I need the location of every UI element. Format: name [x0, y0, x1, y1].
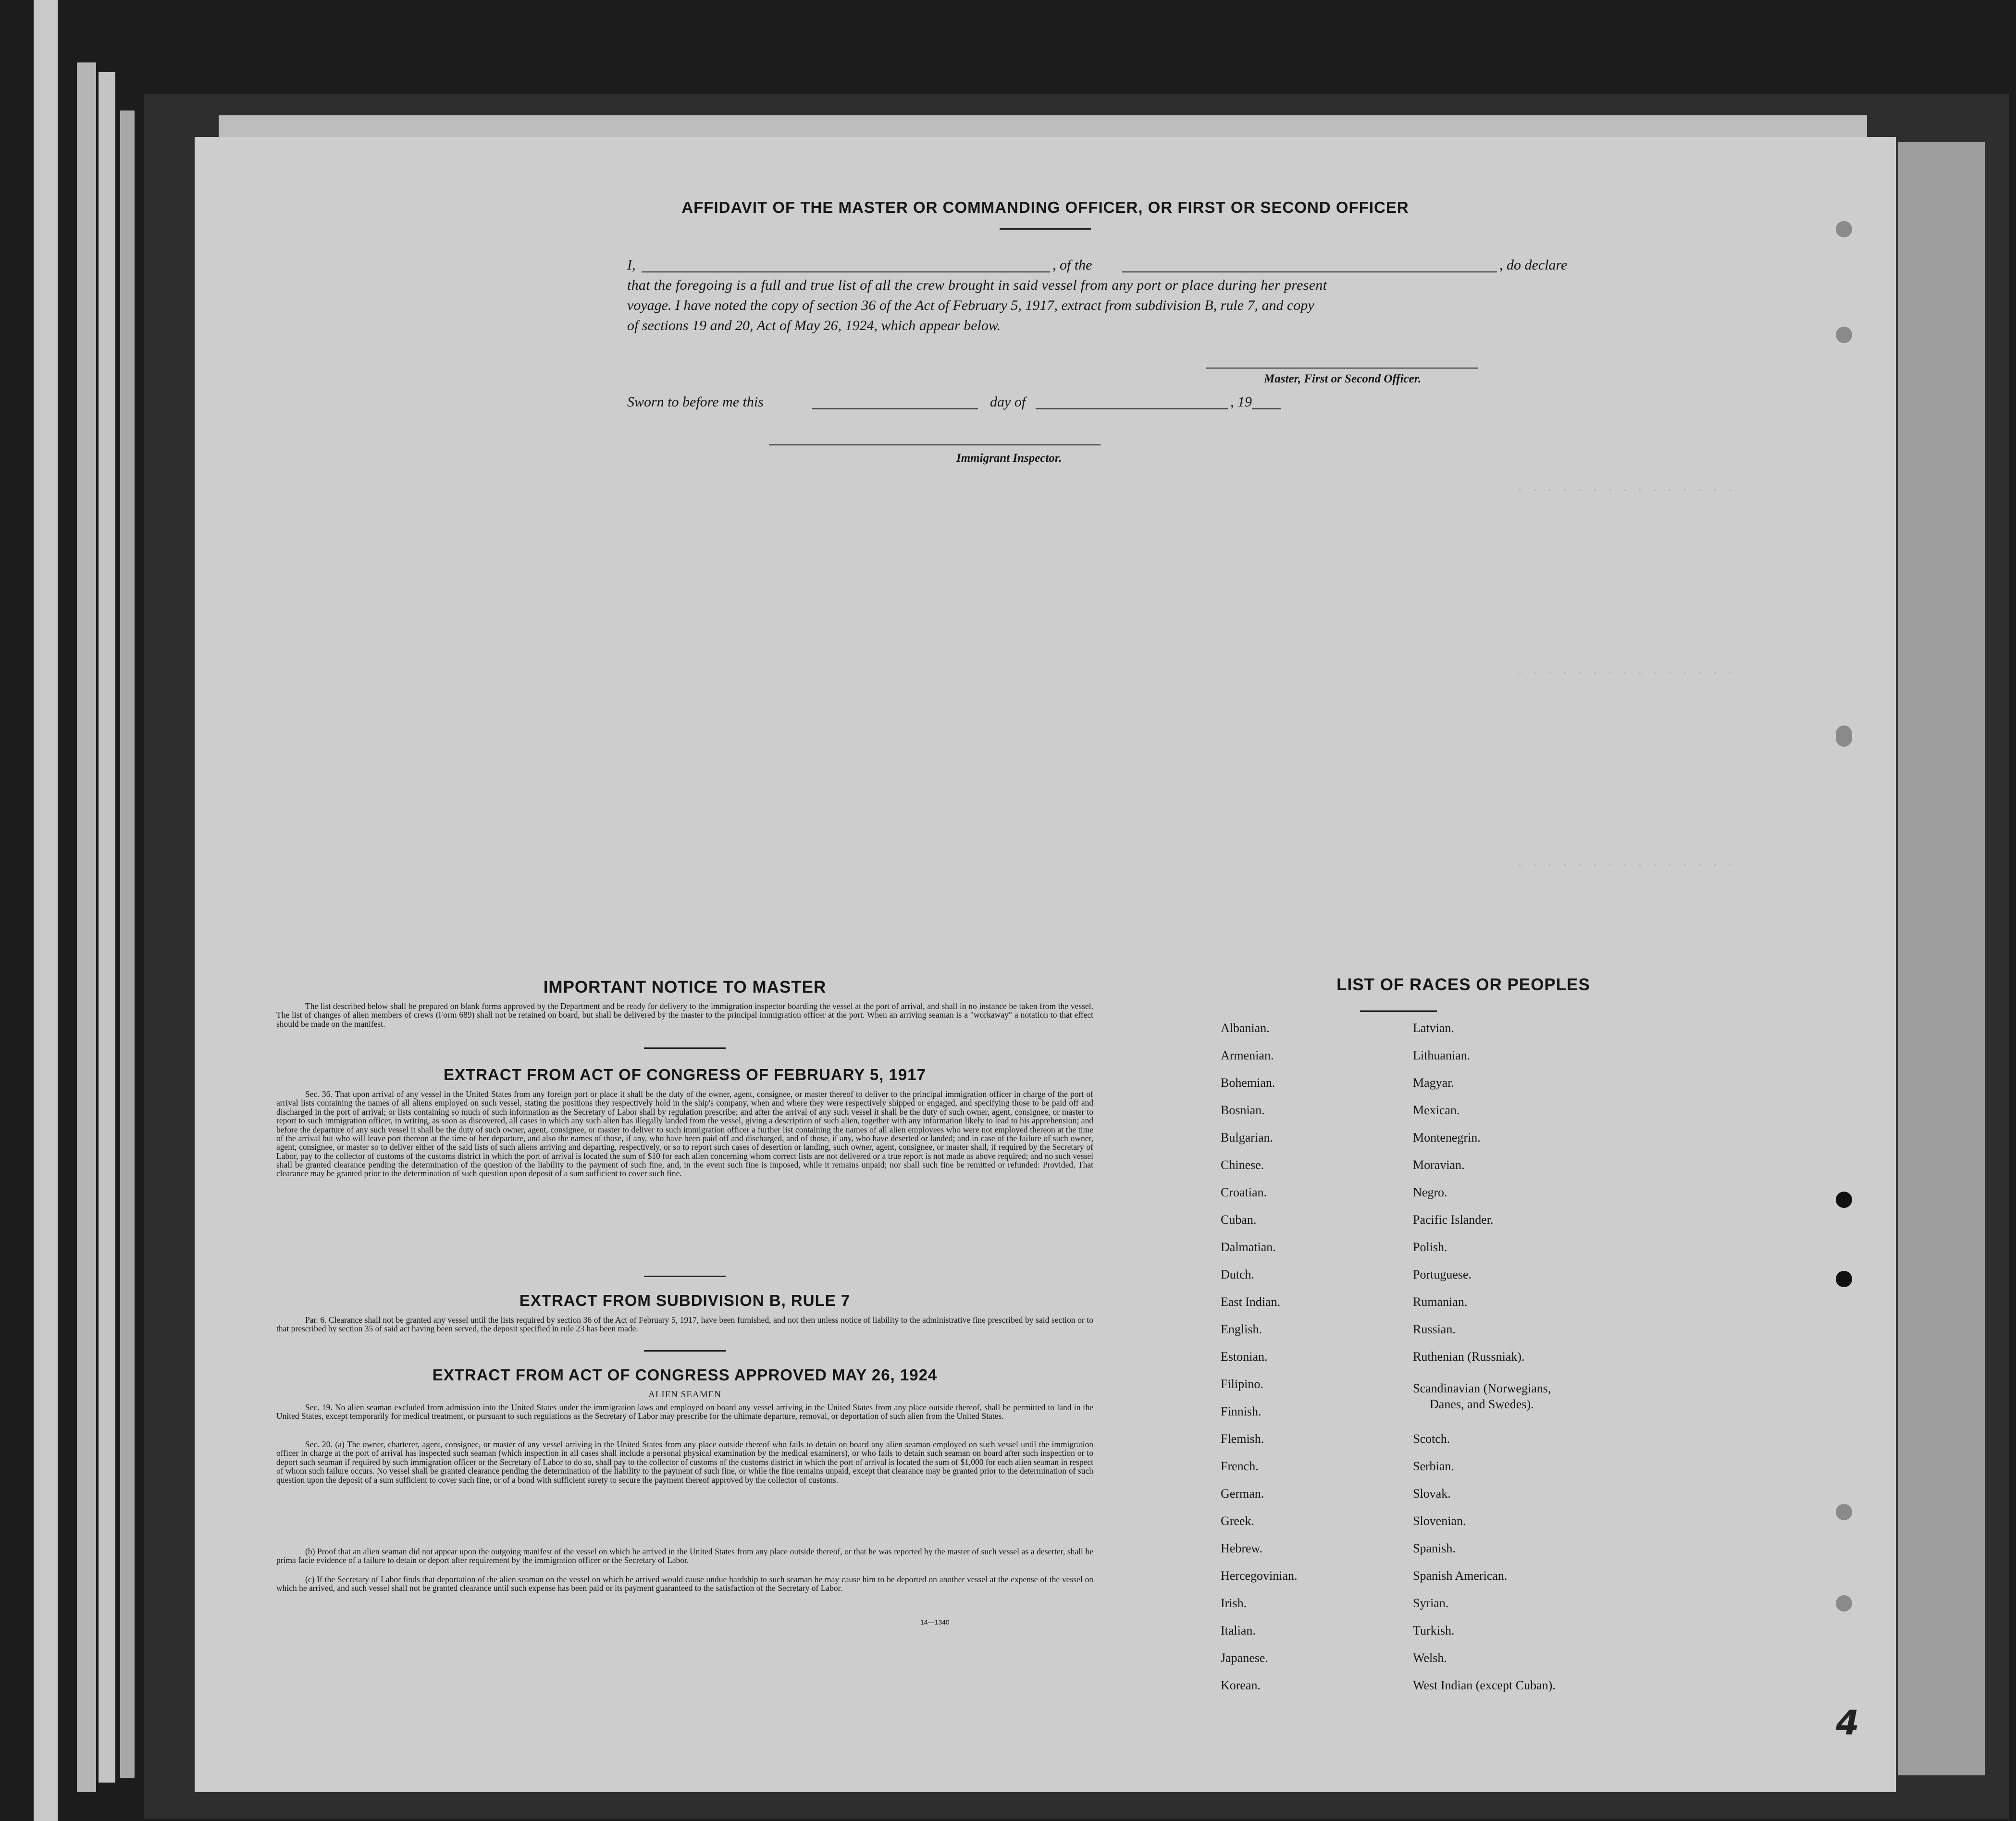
sec20c-text: (c) If the Secretary of Labor finds that deportation of the alien seaman on the vessel on which he arrived would cause undue hardship to such seaman he may cause him to be deported on another vessel at the expense of the vessel on which he arrived, and such vessel shall not be granted clearance until such expense has been paid or its payment guaranteed to the satisfaction of the Secretary of Labor.: [276, 1575, 1093, 1593]
race-item: Armenian.: [1221, 1048, 1274, 1062]
affidavit-line-2: that the foregoing is a full and true list of all the crew brought in said vessel from any port or place during her present: [627, 277, 1327, 293]
race-item: Bulgarian.: [1221, 1131, 1274, 1144]
name-line: [642, 271, 1050, 272]
affidavit-line-1: [627, 257, 1708, 276]
race-item: Danes, and Swedes).: [1430, 1397, 1534, 1411]
race-item: Russian.: [1413, 1322, 1456, 1336]
race-item: Estonian.: [1221, 1350, 1268, 1364]
race-item: Albanian.: [1221, 1021, 1270, 1035]
day-of-label: day of: [990, 394, 1026, 410]
affidavit-line-4: of sections 19 and 20, Act of May 26, 1924, which appear below.: [627, 318, 1001, 333]
section-rule: [644, 1047, 726, 1049]
section-rule: [644, 1276, 726, 1277]
year-line: [1252, 408, 1281, 409]
punch-hole: [1836, 726, 1852, 742]
race-item: Scotch.: [1413, 1432, 1450, 1446]
punch-hole: [1836, 221, 1852, 237]
extract-1917-text: Sec. 36. That upon arrival of any vessel in the United States from any foreign port or place it shall be the duty of the owner, agent, consignee, or master thereof to deliver to the principal immigration officer in charge of the port of arrival lists containing the names of all aliens employed on such vessel, stating the positions they respectively hold in the ship's company, when and where they were respectively shipped or engaged, and specifying those to be paid off and discharged in the port of arrival; or lists containing so much of such information as the Secretary of Labor shall by regulation prescribe; and after the arrival of any such vessel it shall be the duty of such owner, agent, consignee, or master to report to such immigration officer, in writing, as soon as discovered, all cases in which any such alien has illegally landed from the vessel, giving a description of such alien, together with any information likely to lead to his apprehension; and before the departure of any such vessel it shall be the duty of such owner, agent, consignee, or master to deliver to such immigration officer a further list containing the names of all alien employees who were not employed thereon at the time of the arrival but who will leave port thereon at the time of her departure, and also the names of those, if any, who have been paid off and discharged, and of those, if any, who have deserted or landed; and in case of the failure of such owner, agent, consignee, or master so to deliver either of the said lists of such aliens arriving and departing, respectively, or so to report such cases of desertion or landing, such owner, agent, consignee, or master shall, if required by the Secretary of Labor, pay to the collector of customs of the customs district in which the port of arrival is located the sum of $10 for each alien concerning whom correct lists are not delivered or a true report is not made as above required; and no such vessel shall be granted clearance pending the determination of the question of the liability to the payment of such fine, and, in the event such fine is imposed, while it remains unpaid; nor shall such fine be remitted or refunded: Provided, That clearance may be granted prior to the determination of such question upon deposit of a sum sufficient to cover such fine.: [276, 1089, 1093, 1179]
race-item: Montenegrin.: [1413, 1131, 1481, 1144]
binder-strip: [99, 72, 115, 1783]
rule7-text: Par. 6. Clearance shall not be granted any vessel until the lists required by section 36 of the Act of February 5, 1917, have been furnished, and not then unless notice of liability to the administrative fine prescribed by said section or to that prescribed by section 35 of said act having been served, the deposit specified in rule 23 has been made.: [276, 1315, 1093, 1334]
sec20a-text: Sec. 20. (a) The owner, charterer, agent, consignee, or master of any vessel arriving in the United States from any place outside thereof who fails to detain on board any alien seaman employed on such vessel until the immigration officer in charge at the port of arrival has inspected such seaman (which inspection in all cases shall include a personal physical examination by the medical examiners), or who fails to detain such seaman on board after such inspection or to deport such seaman if required by such immigration officer or the Secretary of Labor to do so, shall pay to the collector of customs of the customs district in which the port of arrival is located the sum of $1,000 for each alien seaman in respect of whom such failure occurs. No vessel shall be granted clearance pending the determination of the liability to the payment of such fine, or while the fine remains unpaid, except that clearance may be granted prior to the determination of such question upon the deposit of a sum sufficient to cover such fine, or of a bond with sufficient surety to secure the payment thereof approved by the collector of customs.: [276, 1440, 1093, 1485]
punch-hole: [1836, 1271, 1852, 1287]
extract-1917-title: EXTRACT FROM ACT OF CONGRESS OF FEBRUARY 5, 1917: [444, 1066, 926, 1083]
notice-title: IMPORTANT NOTICE TO MASTER: [543, 978, 827, 997]
year-label: , 19: [1230, 394, 1252, 410]
affidavit-title: AFFIDAVIT OF THE MASTER OR COMMANDING OFFICER, OR FIRST OR SECOND OFFICER: [681, 198, 1409, 216]
race-item: Turkish.: [1413, 1624, 1455, 1637]
race-item: Bohemian.: [1221, 1076, 1275, 1090]
race-item: Pacific Islander.: [1413, 1213, 1494, 1227]
race-item: Slovenian.: [1413, 1514, 1466, 1528]
race-item: English.: [1221, 1322, 1262, 1336]
race-item: Slovak.: [1413, 1487, 1451, 1501]
sec19-text: Sec. 19. No alien seaman excluded from admission into the United States under the immigration laws and employed on board any vessel arriving in the United States from any place outside thereof, shall be permitted to land in the United States, except temporarily for medical treatment, or pursuant to such regulations as the Secretary of Labor may prescribe for the ultimate departure, removal, or deportation of such alien from the United States.: [276, 1403, 1093, 1421]
race-item: Polish.: [1413, 1240, 1447, 1254]
race-item: Magyar.: [1413, 1076, 1454, 1090]
race-item: Greek.: [1221, 1514, 1255, 1528]
sworn-label: Sworn to before me this: [627, 394, 764, 410]
race-item: Rumanian.: [1413, 1295, 1468, 1309]
title-rule: [1000, 228, 1091, 230]
binder-strip: [120, 111, 135, 1778]
punch-hole: [1836, 1504, 1852, 1520]
race-item: Hercegovinian.: [1221, 1569, 1298, 1583]
race-item: Moravian.: [1413, 1158, 1465, 1172]
master-label: Master, First or Second Officer.: [1264, 372, 1422, 385]
vessel-line: [1122, 271, 1497, 272]
race-item: Italian.: [1221, 1624, 1256, 1637]
race-item: Spanish.: [1413, 1541, 1456, 1555]
race-item: Scandinavian (Norwegians,: [1413, 1381, 1551, 1395]
inspector-signature-line: [769, 444, 1101, 445]
race-item: Ruthenian (Russniak).: [1413, 1350, 1525, 1364]
race-item: Serbian.: [1413, 1459, 1454, 1473]
section-rule: [644, 1350, 726, 1352]
punch-hole: [1836, 1192, 1852, 1208]
notice-text: The list described below shall be prepared on blank forms approved by the Department and be ready for delivery to the immigration inspector boarding the vessel at the port of arrival, and shall in no instance be taken from the vessel. The list of changes of alien members of crews (Form 689) shall not be retained on board, but shall be delivered by the master to the principal immigration officer at the port. When an arriving seaman is a "workaway" a notation to that effect should be made on the manifest.: [276, 1001, 1093, 1029]
race-item: Filipino.: [1221, 1377, 1263, 1391]
race-item: Flemish.: [1221, 1432, 1264, 1446]
handwritten-page-number: 4: [1836, 1703, 1859, 1743]
inspector-label: Immigrant Inspector.: [956, 452, 1062, 465]
race-item: Dalmatian.: [1221, 1240, 1276, 1254]
rule7-title: EXTRACT FROM SUBDIVISION B, RULE 7: [519, 1292, 851, 1309]
race-item: Finnish.: [1221, 1404, 1262, 1418]
races-title-rule: [1360, 1010, 1437, 1012]
race-item: Croatian.: [1221, 1185, 1267, 1199]
form-number: 14—1340: [920, 1618, 950, 1626]
race-item: Chinese.: [1221, 1158, 1264, 1172]
race-item: Japanese.: [1221, 1651, 1268, 1665]
affidavit-do-declare: , do declare: [1499, 257, 1568, 273]
race-item: Mexican.: [1413, 1103, 1460, 1117]
sworn-line: [627, 394, 1300, 413]
race-item: Syrian.: [1413, 1596, 1449, 1610]
underlying-page-edge: [1898, 142, 1985, 1775]
race-item: Dutch.: [1221, 1267, 1255, 1281]
race-item: Portuguese.: [1413, 1267, 1472, 1281]
races-title: LIST OF RACES OR PEOPLES: [1336, 975, 1590, 994]
alien-seamen-subtitle: ALIEN SEAMEN: [648, 1390, 721, 1400]
race-item: Bosnian.: [1221, 1103, 1265, 1117]
race-item: Cuban.: [1221, 1213, 1257, 1227]
binder-strip: [34, 0, 58, 1821]
punch-hole: [1836, 1595, 1852, 1612]
race-item: Lithuanian.: [1413, 1048, 1471, 1062]
race-item: Korean.: [1221, 1678, 1261, 1692]
document-page: · · · · · · · · · · · · · · · · · · · · · · · · · · · · · · · · · · · · · · · · · · · · · AFFIDAVIT OF THE MASTER OR COMMANDING OFFICER, OR FIRST OR SECOND OFFICER I, , of the , do declare that the foregoing is a full and true list of all the crew brought in said vessel from any port or place during her present voyage. I have noted the copy of section 36 of the Act of February 5, 1917, extract from subdivision B, rule 7, and copy of sections 19 and 20, Act of May 26, 1924, which appear below. Master, First or Second Officer. Sworn to before me this day of , 19 Immigrant Inspector. IMPORTANT NOTICE TO MASTER The list described below shall be prepared on blank forms approved by the Department and be ready for delivery to the immigration inspector boarding the vessel at the port of arrival, and shall in no instance be taken from the vessel. The list of changes of alien members of crews (Form 689) shall not be retained on board, but shall be delivered by the master to the principal immigration officer at the port. When an arriving seaman is a "workaway" a notation to that effect should be made on the manifest. EXTRACT FROM ACT OF CONGRESS OF FEBRUARY 5, 1917 Sec. 36. That upon arrival of any vessel in the United States from any foreign port or place it shall be the duty of the owner, agent, consignee, or master thereof to deliver to the principal immigration officer in charge of the port of arrival lists containing the names of all aliens employed on such vessel, stating the positions they respectively hold in the ship's company, when and where they were respectively shipped or engaged, and specifying those to be paid off and discharged in the port of arrival; or lists containing so much of such information as the Secretary of Labor shall by regulation prescribe; and after the arrival of any such vessel it shall be the duty of such owner, agent, consignee, or master to report to such immigration officer, in writing, as soon as discovered, all cases in which any such alien has illegally landed from the vessel, giving a description of such alien, together with any information likely to lead to his apprehension; and before the departure of any such vessel it shall be the duty of such owner, agent, consignee, or master to deliver to such immigration officer a further list containing the names of all alien employees who were not employed thereon at the time of the arrival but who will leave port thereon at the time of her departure, and also the names of those, if any, who have been paid off and discharged, and of those, if any, who have deserted or landed; and in case of the failure of such owner, agent, consignee, or master so to deliver either of the said lists of such aliens arriving and departing, respectively, or so to report such cases of desertion or landing, such owner, agent, consignee, or master shall, if required by the Secretary of Labor, pay to the collector of customs of the customs district in which the port of arrival is located the sum of $10 for each alien concerning whom correct lists are not delivered or a true report is not made as above required; and no such vessel shall be granted clearance pending the determination of the question of the liability to the payment of such fine, and, in the event such fine is imposed, while it remains unpaid; nor shall such fine be remitted or refunded: Provided, That clearance may be granted prior to the determination of such question upon deposit of a sum sufficient to cover such fine. EXTRACT FROM SUBDIVISION B, RULE 7 Par. 6. Clearance shall not be granted any vessel until the lists required by section 36 of the Act of February 5, 1917, have been furnished, and not then unless notice of liability to the administrative fine prescribed by said section or to that prescribed by section 35 of said act having been served, the deposit specified in rule 23 has been made. EXTRACT FROM ACT OF CONGRESS APPROVED MAY 26, 1924 ALIEN SEAMEN Sec. 19. No alien seaman excluded from admission into the United States under the immigration laws and employed on board any vessel arriving in the United States from any place outside thereof, shall be permitted to land in the United States, except temporarily for medical treatment, or pursuant to such regulations as the Secretary of Labor may prescribe for the ultimate departure, removal, or deportation of such alien from the United States. Sec. 20. (a) The owner, charterer, agent, consignee, or master of any vessel arriving in the United States from any place outside thereof who fails to detain on board any alien seaman employed on such vessel until the immigration officer in charge at the port of arrival has inspected such seaman (which inspection in all cases shall include a personal physical examination by the medical examiners), or who fails to detain such seaman on board after such inspection or to deport such seaman if required by such immigration officer or the Secretary of Labor to do so, shall pay to the collector of customs of the customs district in which the port of arrival is located the sum of $1,000 for each alien seaman in respect of whom such failure occurs. No vessel shall be granted clearance pending the determination of the liability to the payment of such fine, or while the fine remains unpaid, except that clearance may be granted prior to the determination of such question upon the deposit of a sum sufficient to cover such fine, or of a bond with sufficient surety to secure the payment thereof approved by the collector of customs. (b) Proof that an alien seaman did not appear upon the outgoing manifest of the vessel on which he arrived in the United States from any place outside thereof, or that he was reported by the master of such vessel as a deserter, shall be prima facie evidence of a failure to detain or deport after requirement by the immigration officer or the Secretary of Labor. (c) If the Secretary of Labor finds that deportation of the alien seaman on the vessel on which he arrived would cause undue hardship to such seaman he may cause him to be deported on another vessel at the expense of the vessel on which he arrived, and such vessel shall not be granted clearance until such expense has been paid or its payment guaranteed to the satisfaction of the Secretary of Labor. 14—1340 LIST OF RACES OR PEOPLES Albanian. Armenian. Bohemian. Bosnian. Bulgarian. Chinese. Croatian. Cuban. Dalmatian. Dutch. East Indian. English. Estonian. Filipino. Finnish. Flemish. French. German. Greek. Hebrew. Hercegovinian. Irish. Italian. Japanese. Korean. Latvian. Lithuanian. Magyar. Mexican. Montenegrin. Moravian. Negro. Pacific Islander. Polish. Portuguese. Rumanian. Russian. Ruthenian (Russniak). Scandinavian (Norwegians, Danes, and Swedes). Scotch. Serbian. Slovak. Slovenian. Spanish. Spanish American. Syrian. Turkish. Welsh. West Indian (except Cuban). 4: [195, 137, 1896, 1792]
race-item: Welsh.: [1413, 1651, 1447, 1665]
race-item: Hebrew.: [1221, 1541, 1263, 1555]
race-item: French.: [1221, 1459, 1259, 1473]
extract-1924-title: EXTRACT FROM ACT OF CONGRESS APPROVED MAY 26, 1924: [432, 1366, 938, 1384]
affidavit-i: I,: [627, 257, 636, 273]
affidavit-line-3: voyage. I have noted the copy of section 36 of the Act of February 5, 1917, extract from subdivision B, rule 7, and copy: [627, 297, 1314, 313]
race-item: Irish.: [1221, 1596, 1247, 1610]
race-item: Latvian.: [1413, 1021, 1454, 1035]
master-signature-line: [1206, 368, 1478, 369]
race-item: Negro.: [1413, 1185, 1447, 1199]
race-item: German.: [1221, 1487, 1264, 1501]
binder-strip: [77, 62, 96, 1792]
month-line: [1036, 408, 1228, 409]
race-item: West Indian (except Cuban).: [1413, 1678, 1556, 1692]
race-item: Spanish American.: [1413, 1569, 1508, 1583]
punch-hole: [1836, 327, 1852, 343]
sworn-date-line: [812, 408, 978, 409]
affidavit-of-the: , of the: [1052, 257, 1092, 273]
race-item: East Indian.: [1221, 1295, 1281, 1309]
sec20b-text: (b) Proof that an alien seaman did not appear upon the outgoing manifest of the vessel on which he arrived in the United States from any place outside thereof, or that he was reported by the master of such vessel as a deserter, shall be prima facie evidence of a failure to detain or deport after requirement by the immigration officer or the Secretary of Labor.: [276, 1547, 1093, 1565]
